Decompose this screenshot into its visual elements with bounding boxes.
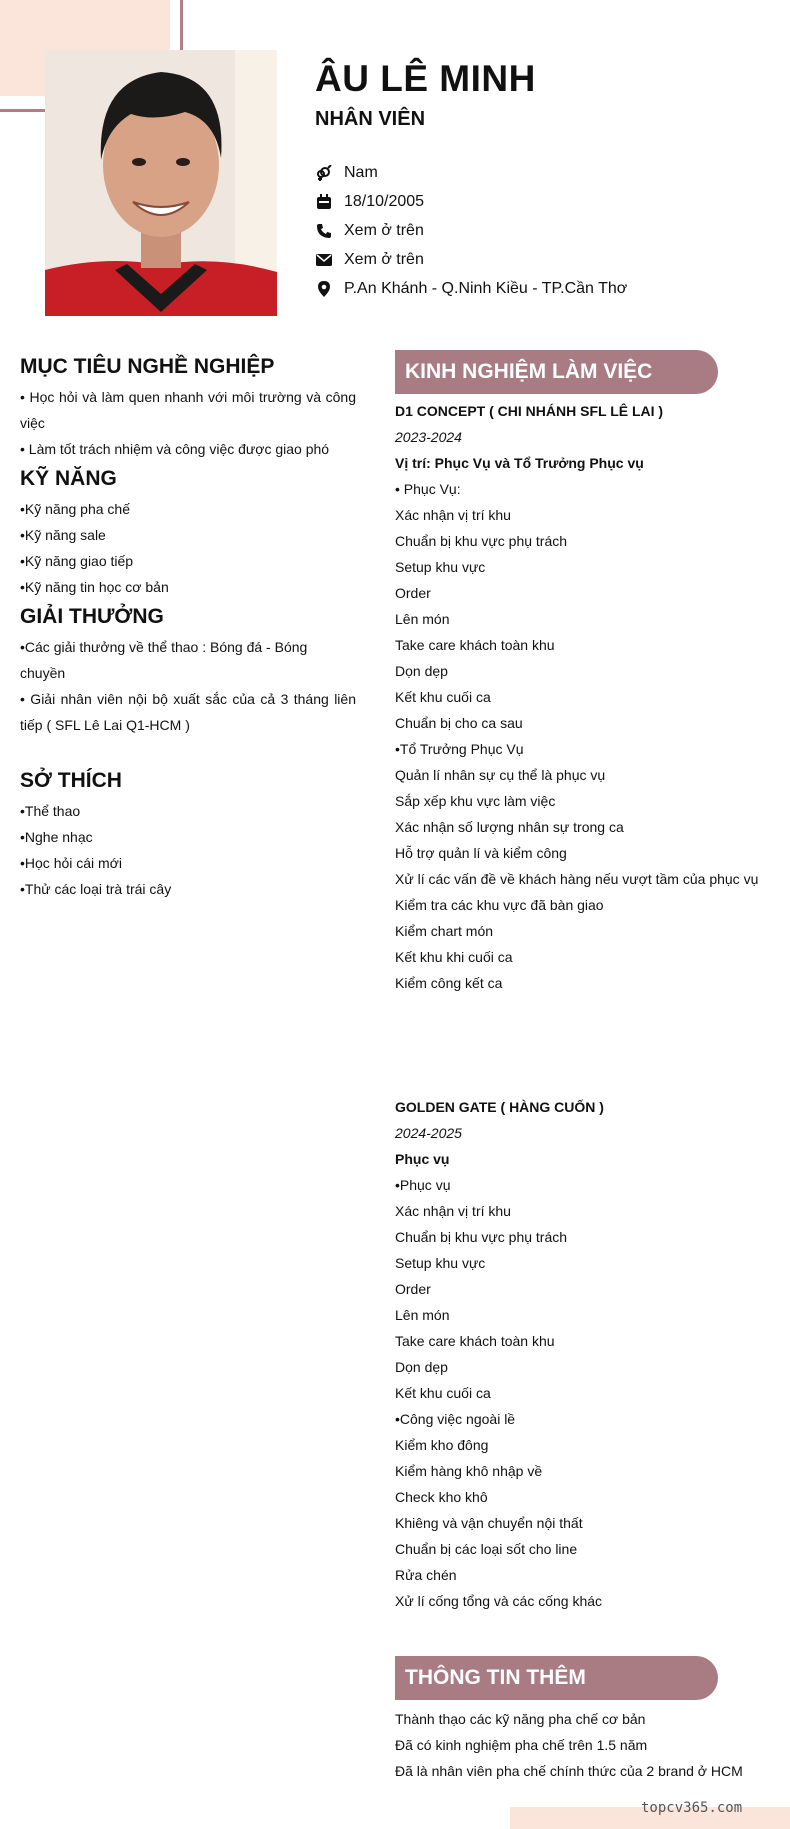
skill-item: •Kỹ năng giao tiếp	[20, 553, 134, 569]
objective-line: • Học hỏi và làm quen nhanh với môi trường và công việc	[20, 389, 356, 431]
job-period: 2024-2025	[395, 1125, 462, 1141]
job-role: Vị trí: Phục Vụ và Tổ Trưởng Phục vụ	[395, 455, 644, 471]
job-line: Chuẩn bị cho ca sau	[395, 715, 523, 731]
job-line: Kiểm chart món	[395, 923, 494, 939]
job-line: Kiểm kho đông	[395, 1437, 489, 1453]
award-item: •Các giải thưởng về thể thao : Bóng đá - Bóng chuyền	[20, 639, 308, 681]
job-line: Xác nhận số lượng nhân sự trong ca	[395, 819, 624, 835]
job-line: Setup khu vực	[395, 1255, 486, 1271]
job-line: Xử lí cống tổng và các cống khác	[395, 1593, 603, 1609]
candidate-name: ÂU LÊ MINH	[315, 58, 536, 99]
job-line: Take care khách toàn khu	[395, 1333, 555, 1349]
job-line: Kiểm tra các khu vực đã bàn giao	[395, 897, 604, 913]
job-line: Khiêng và vận chuyển nội thất	[395, 1515, 583, 1531]
location-pin-icon	[315, 280, 333, 298]
gender-icon	[315, 164, 333, 182]
skill-item: •Kỹ năng sale	[20, 527, 106, 543]
job-line: Xử lí các vấn đề về khách hàng nếu vượt tầm của phục vụ	[395, 871, 759, 887]
objective-title: MỤC TIÊU NGHỀ NGHIỆP	[20, 355, 275, 378]
skill-item: •Kỹ năng pha chế	[20, 501, 130, 517]
job-line: Check kho khô	[395, 1489, 488, 1505]
job-company: D1 CONCEPT ( CHI NHÁNH SFL LÊ LAI )	[395, 403, 664, 419]
objective-line: • Làm tốt trách nhiệm và công việc được giao phó	[20, 441, 330, 457]
hobby-item: •Học hỏi cái mới	[20, 855, 122, 871]
profile-photo	[45, 50, 277, 316]
hobby-item: •Nghe nhạc	[20, 829, 93, 845]
job-line: Lên món	[395, 1307, 450, 1323]
phone-value: Xem ở trên	[344, 221, 424, 239]
right-column	[395, 350, 775, 1784]
gender-row	[315, 158, 627, 187]
job-line: Lên món	[395, 611, 450, 627]
job-line: Xác nhận vị trí khu	[395, 1203, 511, 1219]
calendar-icon	[315, 193, 333, 211]
additional-line: Đã là nhân viên pha chế chính thức của 2 brand ở HCM	[395, 1763, 743, 1779]
watermark: topcv365.com	[641, 1800, 743, 1816]
job-line: •Phục vụ	[395, 1177, 451, 1193]
job-entry	[395, 1094, 775, 1614]
job-line: Dọn dẹp	[395, 663, 448, 679]
job-line: Kiểm công kết ca	[395, 975, 503, 991]
additional-info-title: THÔNG TIN THÊM	[395, 1656, 718, 1700]
email-value: Xem ở trên	[344, 250, 424, 268]
address-row	[315, 274, 627, 303]
email-row	[315, 245, 627, 274]
envelope-icon	[315, 251, 333, 269]
job-company: GOLDEN GATE ( HÀNG CUỐN )	[395, 1099, 604, 1115]
job-line: Rửa chén	[395, 1567, 457, 1583]
awards-title: GIẢI THƯỞNG	[20, 605, 164, 628]
left-column	[20, 350, 356, 902]
phone-icon	[315, 222, 333, 240]
job-line: • Phục Vụ:	[395, 481, 461, 497]
job-line: Kết khu cuối ca	[395, 689, 491, 705]
phone-row	[315, 216, 627, 245]
job-line: Hỗ trợ quản lí và kiểm công	[395, 845, 567, 861]
award-item: • Giải nhân viên nội bộ xuất sắc của cả 3 tháng liên tiếp ( SFL Lê Lai Q1-HCM )	[20, 691, 356, 733]
portrait-image	[45, 50, 277, 316]
gender-value: Nam	[344, 163, 378, 181]
hobbies-title: SỞ THÍCH	[20, 769, 122, 792]
job-line: Take care khách toàn khu	[395, 637, 555, 653]
job-line: Kết khu cuối ca	[395, 1385, 491, 1401]
job-line: Chuẩn bị các loại sốt cho line	[395, 1541, 578, 1557]
address-value: P.An Khánh - Q.Ninh Kiều - TP.Cần Thơ	[344, 279, 628, 297]
job-line: Quản lí nhân sự cụ thể là phục vụ	[395, 767, 606, 783]
job-line: •Tổ Trưởng Phục Vụ	[395, 741, 524, 757]
job-role: Phục vụ	[395, 1151, 450, 1167]
candidate-position: NHÂN VIÊN	[315, 108, 426, 130]
job-line: Xác nhận vị trí khu	[395, 507, 511, 523]
job-line: Kiểm hàng khô nhập về	[395, 1463, 543, 1479]
skill-item: •Kỹ năng tin học cơ bản	[20, 579, 169, 595]
job-line: Sắp xếp khu vực làm việc	[395, 793, 556, 809]
hobby-item: •Thể thao	[20, 803, 81, 819]
job-line: Order	[395, 1281, 431, 1297]
additional-line: Thành thạo các kỹ năng pha chế cơ bản	[395, 1711, 646, 1727]
job-entry	[395, 398, 775, 996]
job-line: •Công việc ngoài lề	[395, 1411, 516, 1427]
job-line: Kết khu khi cuối ca	[395, 949, 513, 965]
contact-info	[315, 158, 627, 303]
hobby-item: •Thử các loại trà trái cây	[20, 881, 172, 897]
birthday-value: 18/10/2005	[344, 192, 425, 210]
job-line: Dọn dẹp	[395, 1359, 448, 1375]
additional-line: Đã có kinh nghiệm pha chế trên 1.5 năm	[395, 1737, 648, 1753]
skills-title: KỸ NĂNG	[20, 467, 117, 490]
job-line: Setup khu vực	[395, 559, 486, 575]
experience-title: KINH NGHIỆM LÀM VIỆC	[395, 350, 718, 394]
job-line: Order	[395, 585, 431, 601]
job-line: Chuẩn bị khu vực phụ trách	[395, 1229, 568, 1245]
job-period: 2023-2024	[395, 429, 462, 445]
birthday-row	[315, 187, 627, 216]
job-line: Chuẩn bị khu vực phụ trách	[395, 533, 568, 549]
